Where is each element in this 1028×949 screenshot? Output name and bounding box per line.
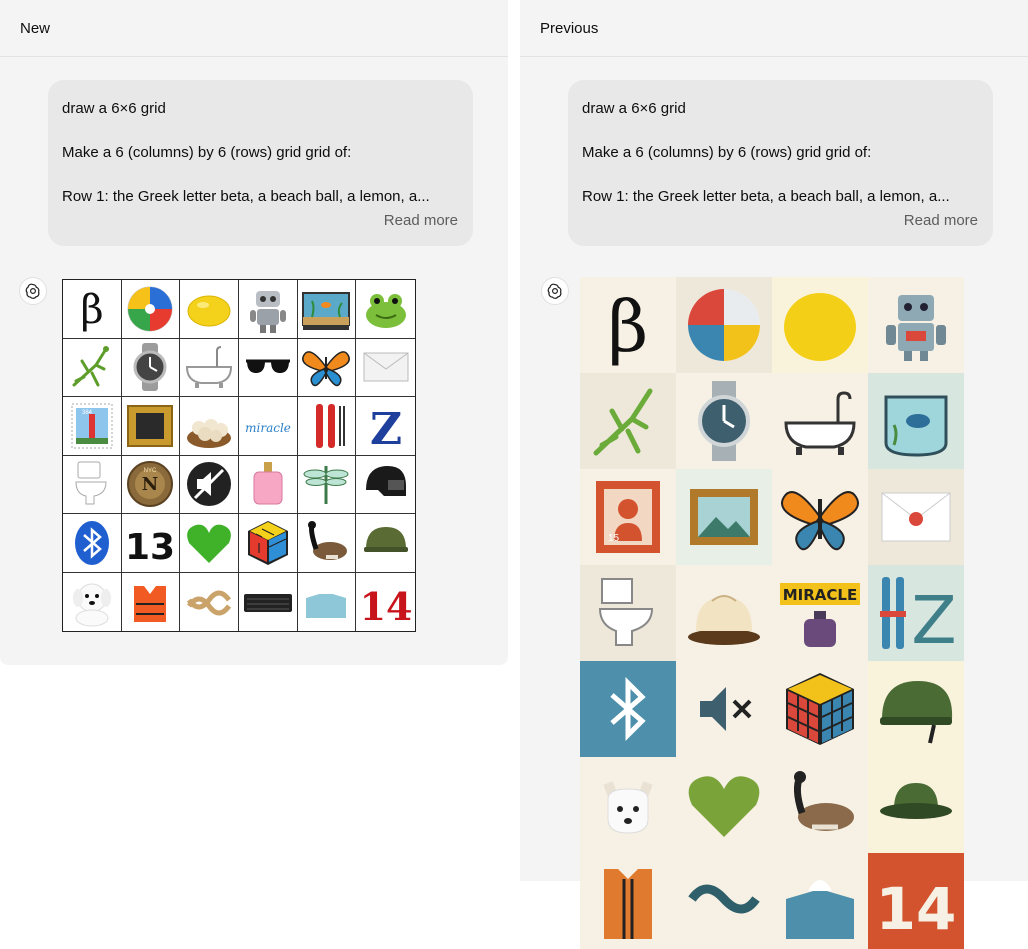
rope-knot-icon (180, 573, 239, 632)
beach-ball-icon (122, 280, 181, 339)
stamp-number: 15 (608, 533, 620, 544)
postage-stamp-icon (63, 397, 122, 456)
stamp-number: 384 (81, 409, 92, 416)
panel-new (0, 0, 508, 665)
army-helmet-icon (356, 514, 415, 573)
z-glyph: Z (369, 403, 402, 455)
sunglasses-icon (239, 339, 298, 398)
life-vest-icon (122, 573, 181, 632)
frog-icon (356, 280, 415, 339)
beta-letter-icon (63, 280, 122, 339)
wristwatch-icon (122, 339, 181, 398)
chatgpt-logo-icon (541, 277, 569, 305)
generated-image-new[interactable] (62, 279, 416, 632)
letter-z-icon (356, 397, 415, 456)
keyboard-icon (239, 573, 298, 632)
bathtub-icon (180, 339, 239, 398)
rope-knot-icon (676, 853, 772, 949)
green-heart-icon (676, 757, 772, 853)
coin-top-text: NYC (144, 468, 157, 475)
butterfly-icon (298, 339, 357, 398)
miracle-text-icon (239, 397, 298, 456)
fish-tank-icon (298, 280, 357, 339)
prompt-line-3: Row 1: the Greek letter beta, a beach ball, a lemon, a... (582, 188, 950, 205)
robot-icon (239, 280, 298, 339)
read-more-link[interactable]: Read more (383, 212, 458, 229)
beta-letter-icon (580, 277, 676, 373)
green-heart-icon (180, 514, 239, 573)
lemon-icon (772, 277, 868, 373)
postage-stamp-icon (580, 469, 676, 565)
rubiks-cube-icon (772, 661, 868, 757)
panel-title: New (0, 0, 508, 57)
life-vest-icon (580, 853, 676, 949)
bucket-hat-icon (868, 757, 964, 853)
toilet-icon (580, 565, 676, 661)
nyc-coin-icon (122, 456, 181, 515)
user-prompt-bubble (48, 80, 473, 246)
prompt-line-1: draw a 6×6 grid (62, 100, 166, 117)
miracle-word: miracle (244, 420, 291, 435)
prompt-line-3: Row 1: the Greek letter beta, a beach ball, a lemon, a... (62, 188, 430, 205)
number-14-icon (868, 853, 964, 949)
skis-z-icon (868, 565, 964, 661)
puppy-icon (63, 573, 122, 632)
praying-mantis-icon (580, 373, 676, 469)
beta-glyph: β (80, 286, 104, 333)
bathtub-icon (772, 373, 868, 469)
robot-icon (868, 277, 964, 373)
beta-glyph: β (607, 286, 649, 368)
goose-icon (298, 514, 357, 573)
butterfly-icon (772, 469, 868, 565)
perfume-bottle-icon (239, 456, 298, 515)
read-more-link[interactable]: Read more (903, 212, 978, 229)
bluetooth-logo-icon (580, 661, 676, 757)
lemon-icon (180, 280, 239, 339)
number-14-icon (356, 573, 415, 632)
beach-ball-icon (676, 277, 772, 373)
motorcycle-helmet-icon (356, 456, 415, 515)
prompt-line-2: Make a 6 (columns) by 6 (rows) grid grid of: (62, 144, 352, 161)
toilet-icon (63, 456, 122, 515)
mute-speaker-icon (180, 456, 239, 515)
generated-image-previous[interactable] (580, 277, 965, 943)
z-glyph: Z (911, 582, 957, 659)
chatgpt-logo-icon (19, 277, 47, 305)
prompt-line-1: draw a 6×6 grid (582, 100, 686, 117)
miracle-word: MIRACLE (782, 586, 858, 604)
praying-mantis-icon (63, 339, 122, 398)
fishbowl-icon (868, 373, 964, 469)
dumpling-icon (676, 565, 772, 661)
coin-letter: N (142, 474, 159, 496)
envelope-icon (356, 339, 415, 398)
panel-title: Previous (520, 0, 1028, 57)
picture-frame-icon (676, 469, 772, 565)
number-13-icon (122, 514, 181, 573)
dog-icon (580, 757, 676, 853)
goose-icon (772, 757, 868, 853)
dumplings-icon (180, 397, 239, 456)
envelope-icon (868, 469, 964, 565)
user-prompt-bubble (568, 80, 993, 246)
army-helmet-icon (868, 661, 964, 757)
fourteen-glyph: 14 (359, 583, 413, 629)
tissue-box-icon (772, 853, 868, 949)
tissue-box-icon (298, 573, 357, 632)
thirteen-glyph: 13 (125, 526, 176, 568)
prompt-line-2: Make a 6 (columns) by 6 (rows) grid grid of: (582, 144, 872, 161)
rubiks-cube-icon (239, 514, 298, 573)
wristwatch-icon (676, 373, 772, 469)
miracle-bottle-icon (772, 565, 868, 661)
fourteen-glyph: 14 (875, 875, 957, 943)
dragonfly-icon (298, 456, 357, 515)
picture-frame-icon (122, 397, 181, 456)
mute-speaker-icon (676, 661, 772, 757)
bluetooth-logo-icon (63, 514, 122, 573)
skis-icon (298, 397, 357, 456)
